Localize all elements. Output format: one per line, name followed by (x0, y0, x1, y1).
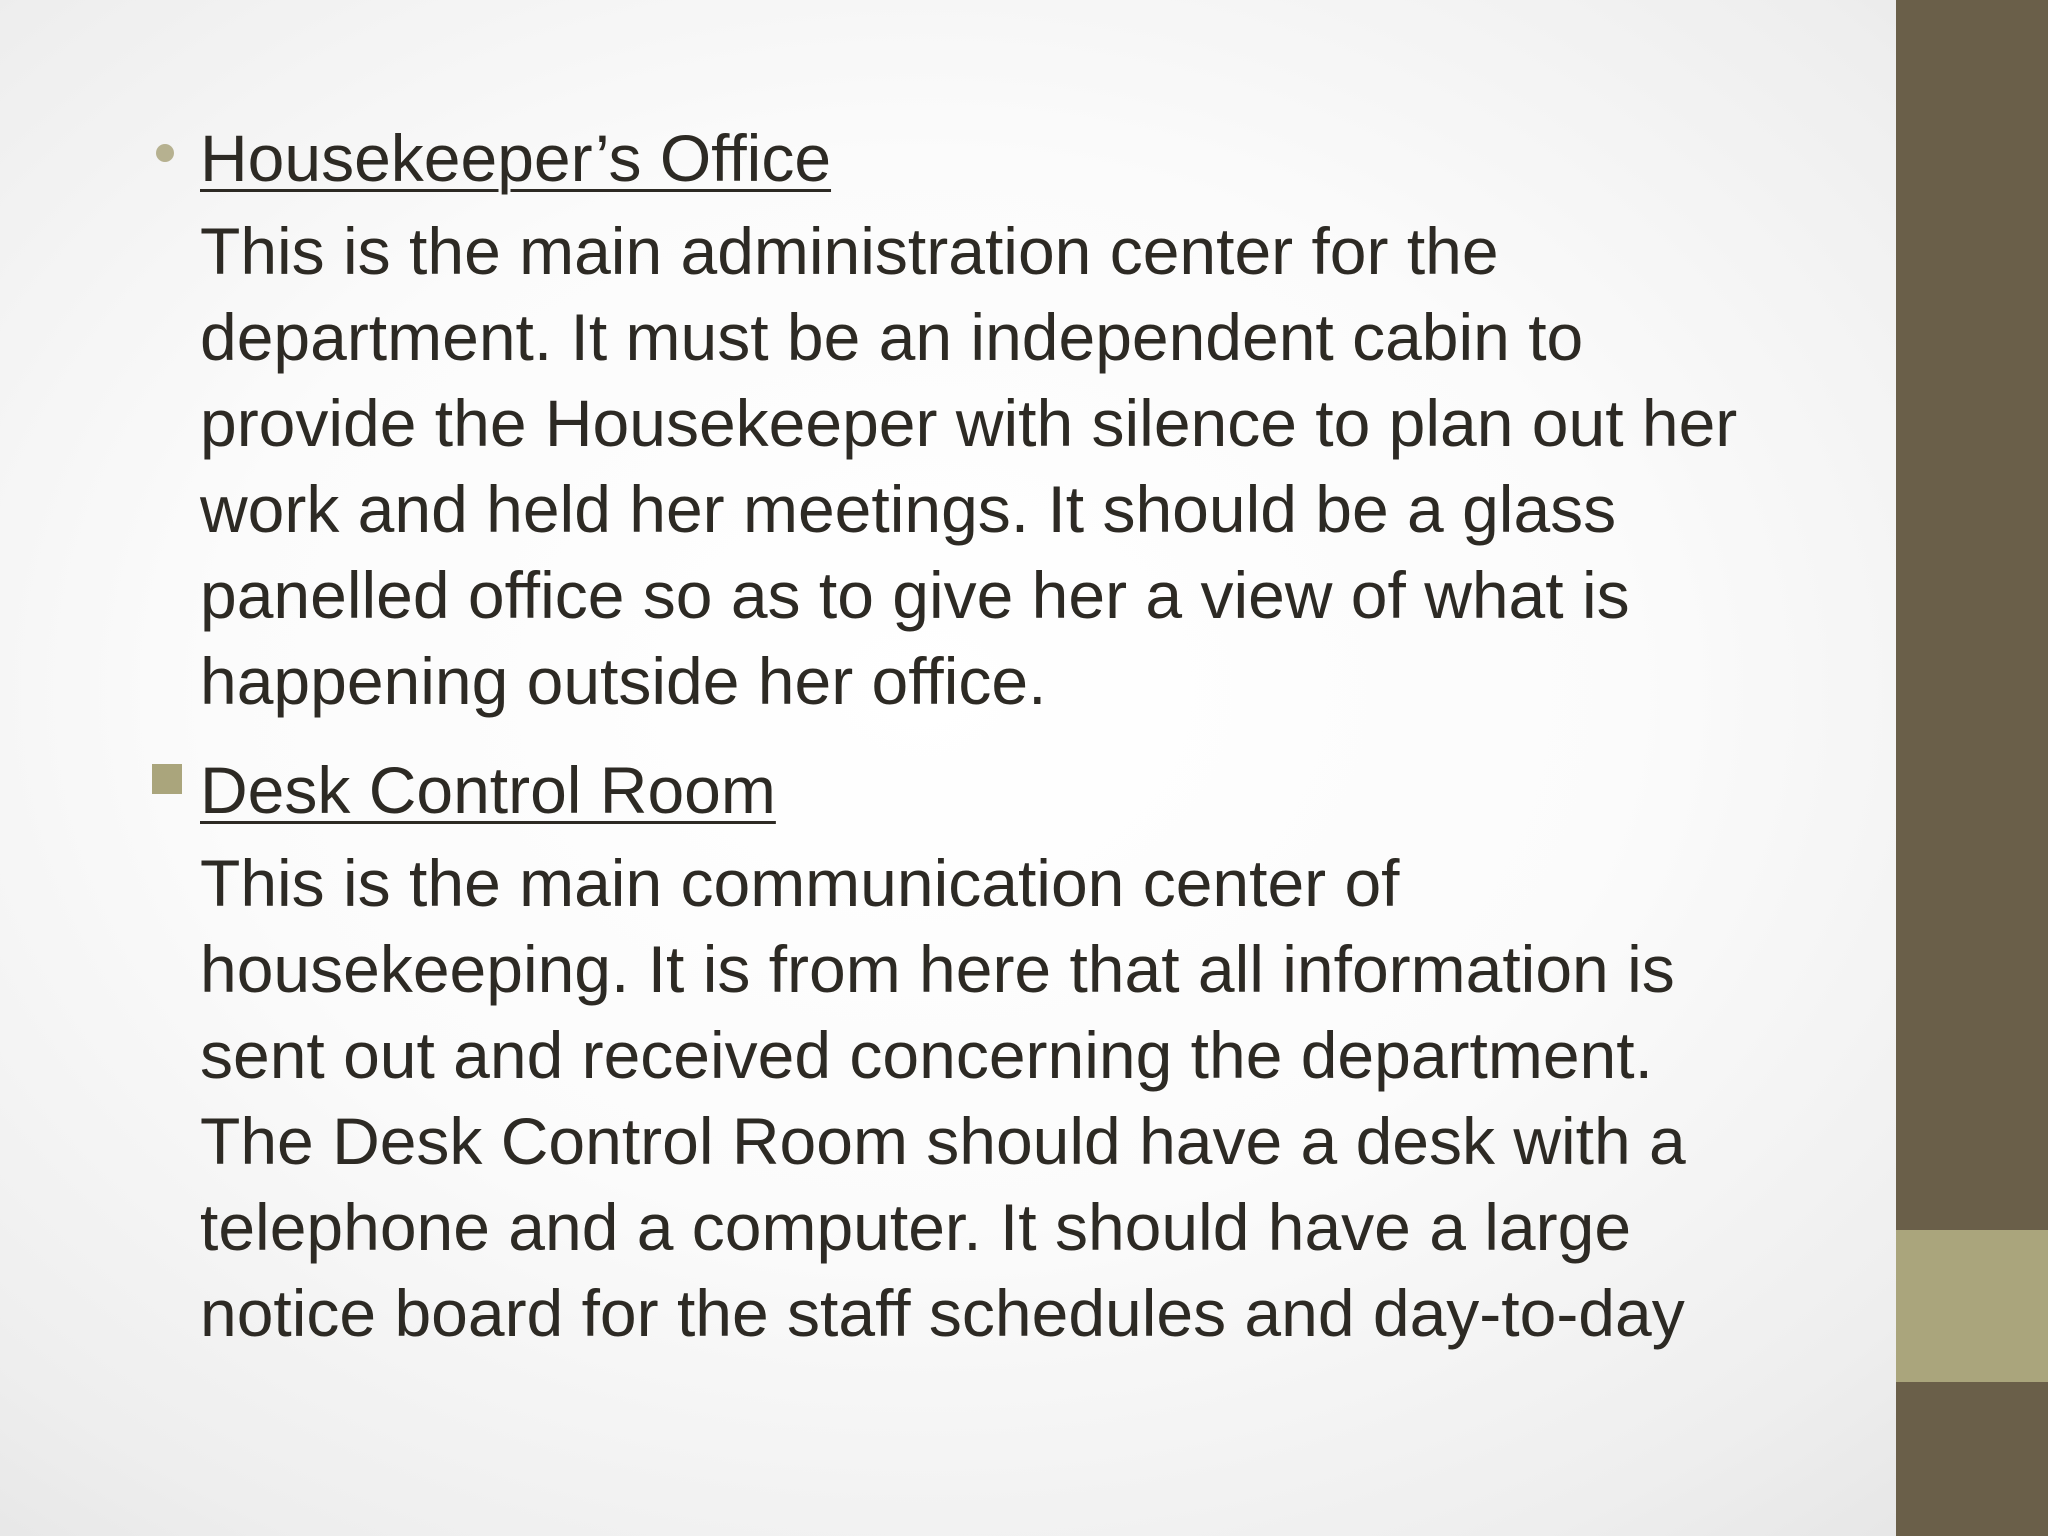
body-line: housekeeping. It is from here that all information is (200, 932, 1675, 1006)
body-line: This is the main administration center for the (200, 214, 1499, 288)
section-housekeepers-office (200, 110, 1900, 724)
section-body (200, 840, 1900, 1356)
body-line: happening outside her office. (200, 644, 1047, 718)
body-line: work and held her meetings. It should be a glass (200, 472, 1617, 546)
decorative-accent-block (1896, 1230, 2048, 1382)
bullet-square-icon (152, 764, 182, 794)
slide-content (200, 110, 1900, 1356)
body-line: The Desk Control Room should have a desk with a (200, 1104, 1686, 1178)
body-line: This is the main communication center of (200, 846, 1400, 920)
body-line: notice board for the staff schedules and day-to-day (200, 1276, 1685, 1350)
bullet-dot-icon (156, 144, 174, 162)
section-desk-control-room (200, 742, 1900, 1356)
body-line: panelled office so as to give her a view of what is (200, 558, 1630, 632)
section-body (200, 208, 1900, 724)
body-line: provide the Housekeeper with silence to plan out her (200, 386, 1738, 460)
body-line: telephone and a computer. It should have a large (200, 1190, 1632, 1264)
section-heading: Desk Control Room (200, 753, 776, 827)
body-line: department. It must be an independent cabin to (200, 300, 1584, 374)
body-line: sent out and received concerning the department. (200, 1018, 1653, 1092)
section-heading: Housekeeper’s Office (200, 121, 832, 195)
